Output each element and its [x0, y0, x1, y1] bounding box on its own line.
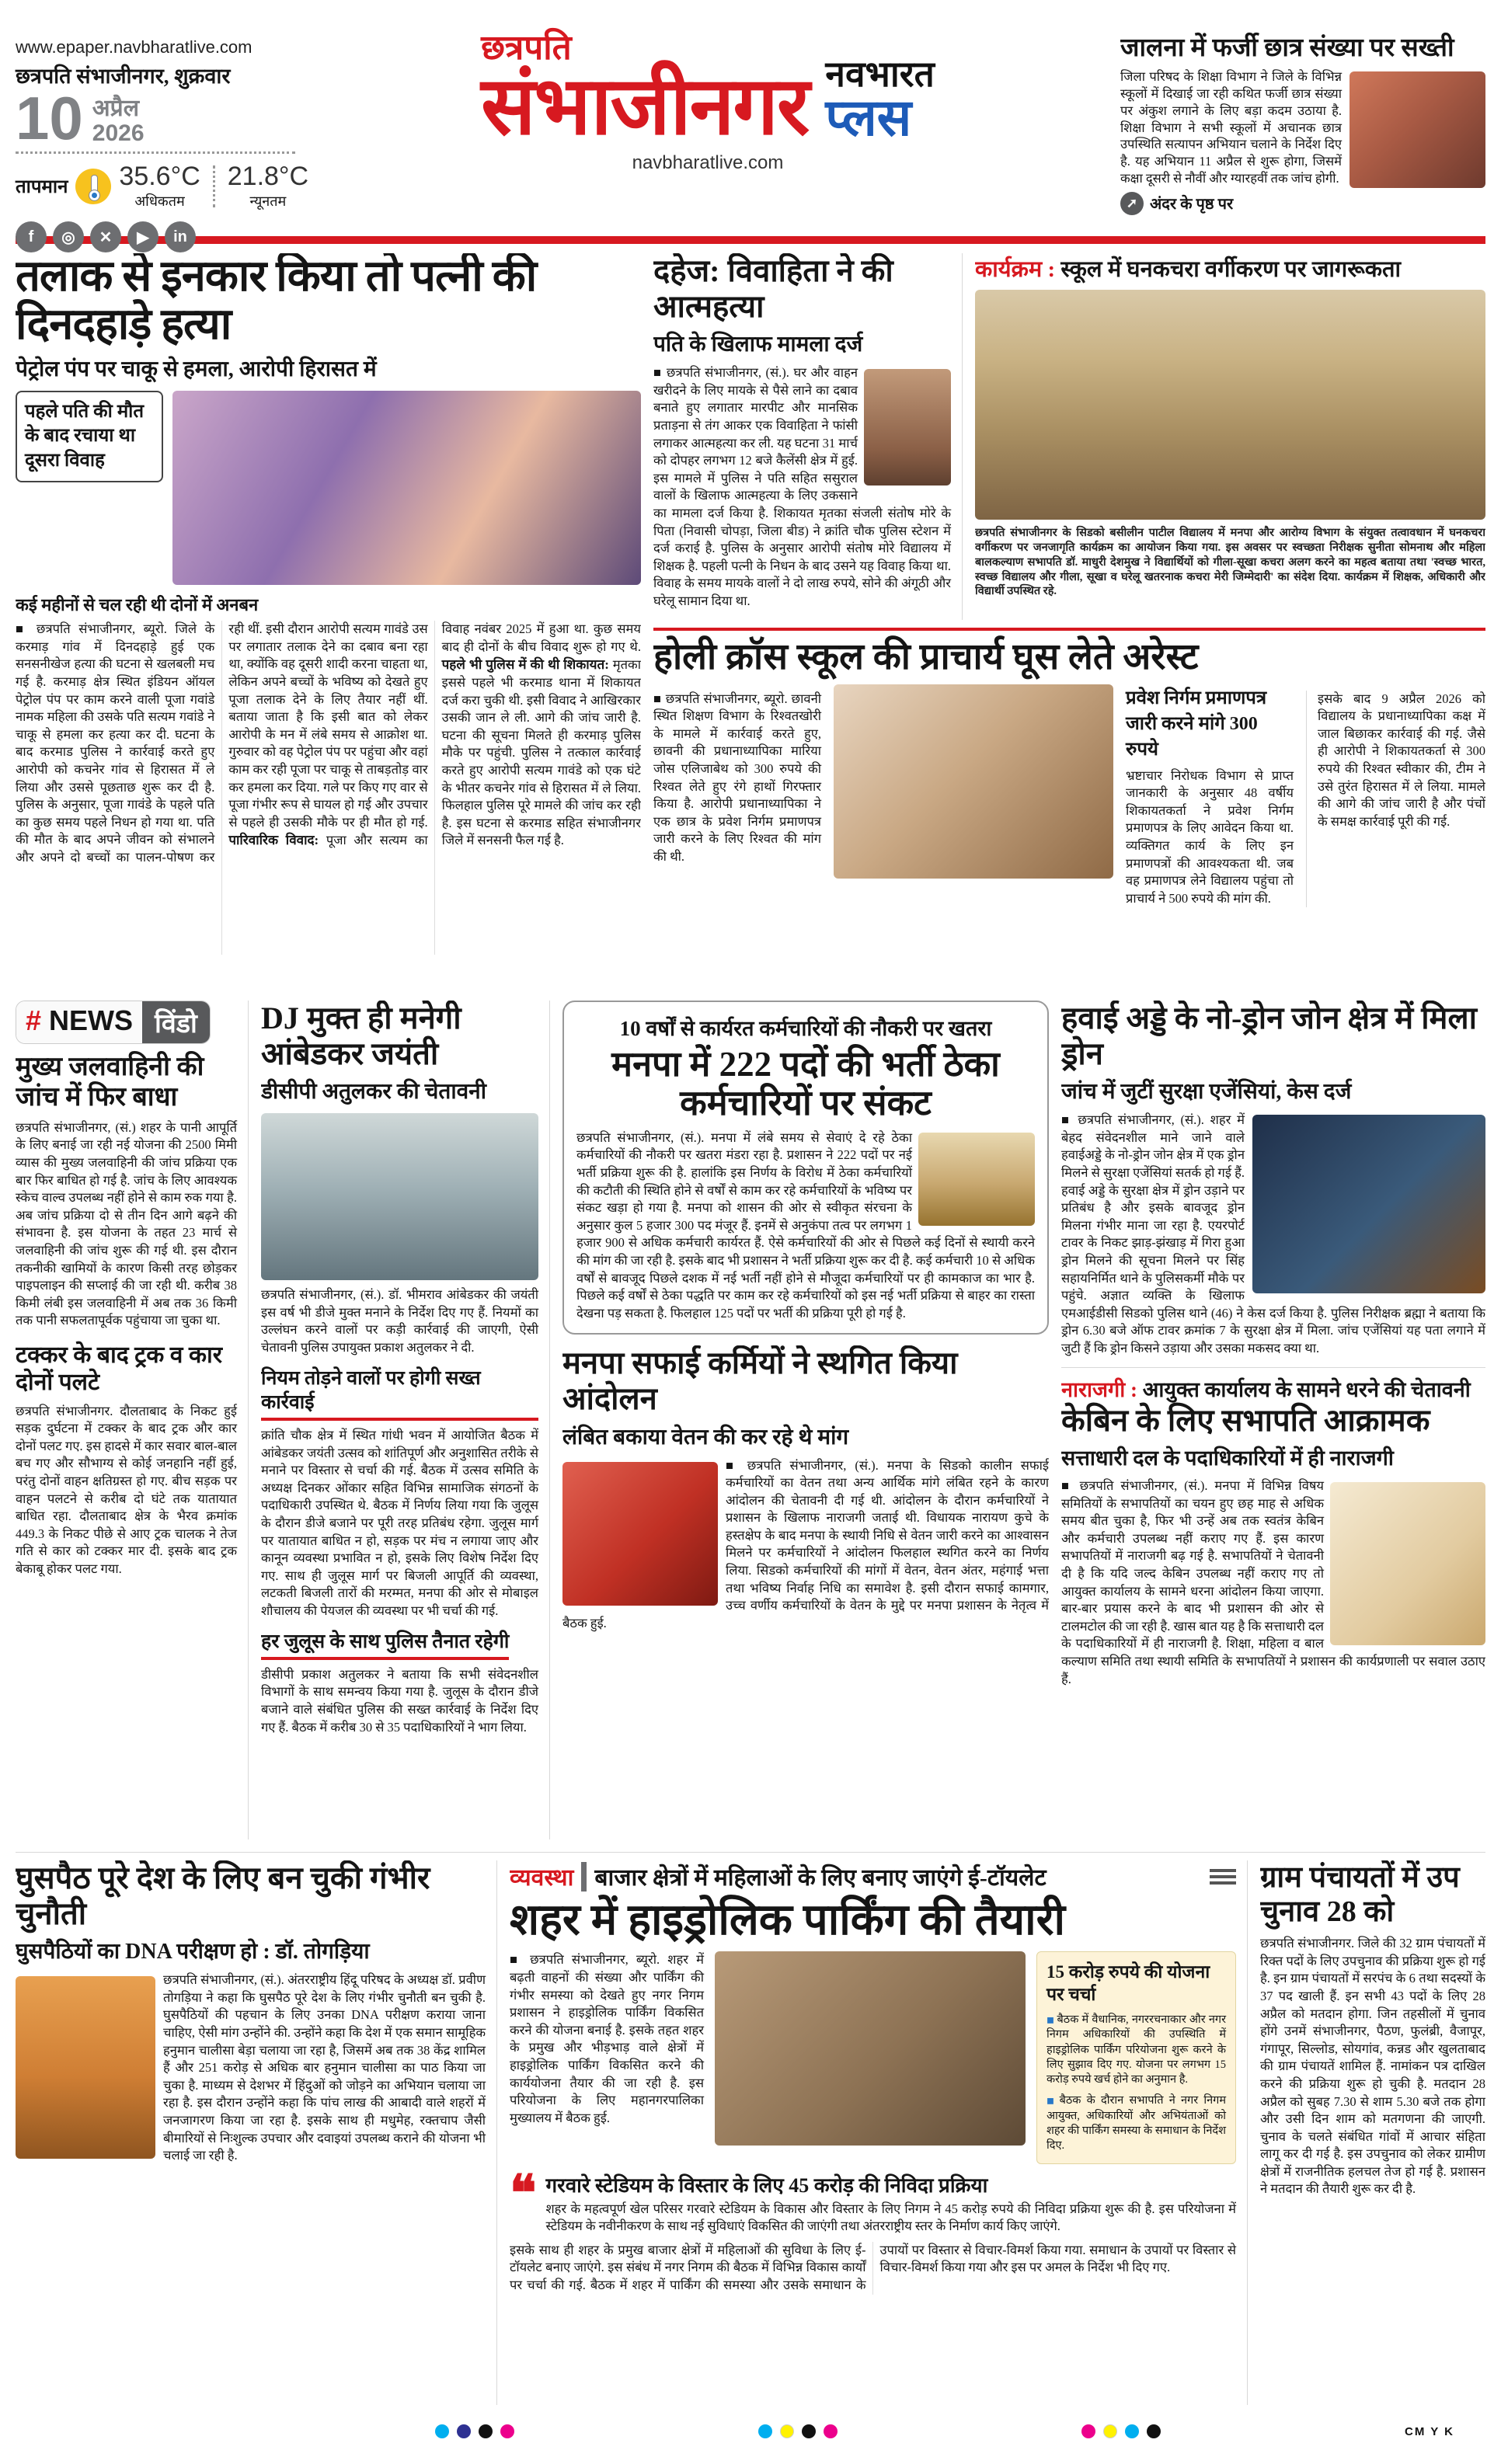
waterline-headline: मुख्य जलवाहिनी की जांच में फिर बाधा — [16, 1053, 204, 1112]
top-right-brief — [1120, 26, 1485, 233]
social-icons — [16, 221, 295, 252]
infiltration-para-1: छत्रपति संभाजीनगर, (सं.). अंतरराष्ट्रीय हिंदू परिषद के अध्यक्ष डॉ. प्रवीण तोगड़िया ने कहा कि घुसपैठ पूरे देश के लिए गंभीर चुनौती बन चुकी है. घुसपैठियों की पहचान के लिए उनका DNA परीक्षण कराया जाना चाहिए, ऐसी मांग उन्होंने की. — [163, 1972, 486, 2040]
cartoon-illustration — [1330, 1482, 1485, 1645]
murder-prior-text: मृतका इससे पहले भी करमाड थाना में शिकायत दर्ज करा चुकी थी. इसी विवाद ने आखिरकार उसकी जान ले ली. आगे की जांच जारी है. — [441, 657, 641, 726]
murder-para-3: बताया जाता है कि इसी बात को लेकर आरोपी के मन में लंबे समय से आक्रोश था. गुरुवार को वह पेट्रोल पंप पर पहुंचा और वहां काम कर रही पूजा पर चाकू से ताबड़तोड़ वार कर हमला कर दिया. गले पर किए गए वार से पूजा गंभीर रूप से घायल हो गई और उपचार से पहले ही उसकी मौके पर ही मौत हो गई. — [228, 709, 428, 830]
date-month-year — [92, 96, 145, 145]
holycross-headline: होली क्रॉस स्कूल की प्राचार्य घूस लेते अरेस्ट — [653, 637, 1199, 677]
inside-page-label: अंदर के पृष्ठ पर — [1150, 196, 1234, 214]
infiltration-story — [16, 1860, 497, 2405]
menu-lines-icon — [1210, 1866, 1236, 1888]
manpa-body — [576, 1129, 1035, 1323]
manpa-recruitment-story — [562, 1001, 1049, 1335]
kebin-sabhapati-story — [1061, 1367, 1485, 1689]
infiltration-headline: घुसपैठ पूरे देश के लिए बन चुकी गंभीर चुनौती — [16, 1860, 430, 1931]
inside-page-link[interactable] — [1120, 192, 1485, 215]
holycross-right-col — [1126, 684, 1294, 908]
protest-fists-illustration — [562, 1462, 718, 1606]
school-cleanup-photo — [975, 290, 1485, 520]
drone-subhead: जांच में जुटीं सुरक्षा एजेंसियां, केस दर्ज — [1061, 1080, 1352, 1105]
murder-family-label: पारिवारिक विवाद: — [228, 833, 319, 848]
murder-subhead: पेट्रोल पंप पर चाकू से हमला, आरोपी हिरासत में — [16, 357, 377, 382]
masthead-title-top: छत्रपति — [481, 29, 572, 67]
kebin-para-2: सभापतियों ने चेतावनी दी है कि यदि जल्द केबिन उपलब्ध नहीं कराए गए तो आयुक्त कार्यालय के सामने धरना आंदोलन किया जाएगा. बार-बार प्रयास करने के बाद भी प्रशासन की ओर से टालमटोल की जा रही है. खास बात यह है कि सत्ताधारी दल के पदाधिकारियों में ही नाराजगी है. शिक्षा, महिला व बाल कल्याण समिति तथा स्थायी समिति के सभापतियों ने प्रशासन की कार्यप्रणाली पर सवाल उठाए हैं. — [1061, 1548, 1485, 1686]
date-month: अप्रैल — [92, 96, 140, 122]
stadium-quote-band — [510, 2164, 1236, 2236]
temp-min-label: न्यूनतम — [249, 193, 287, 210]
safai-body — [562, 1457, 1049, 1633]
murder-illustration-photo — [172, 391, 641, 585]
parking-body-left: ■ छत्रपति संभाजीनगर, ब्यूरो. शहर में बढ़ती वाहनों की संख्या और पार्किंग की गंभीर समस्या को देखते हुए नगर निगम प्रशासन ने हाइड्रोलिक पार्किंग विकसित करने की योजना बनाई है. इसके तहत शहर के प्रमुख और भीड़भाड़ वाले क्षेत्रों में हाइड्रोलिक पार्किंग विकसित करने की कार्ययोजना तैयार की जा रही है. इस परियोजना के लिए महानगरपालिका मुख्यालय में बैठक हुई. — [510, 1952, 704, 2125]
drone-photo — [1252, 1115, 1485, 1293]
quote-mark-icon: ❝ — [510, 2164, 537, 2221]
linkedin-icon[interactable]: in — [165, 221, 196, 252]
dj-headline: DJ मुक्त ही मनेगी आंबेडकर जयंती — [261, 1001, 461, 1071]
epaper-url[interactable]: www.epaper.navbharatlive.com — [16, 37, 252, 57]
temp-min-value: 21.8°C — [227, 162, 309, 192]
murder-story — [16, 253, 641, 990]
brand-line1: नवभारत — [825, 54, 935, 95]
news-badge-vido: विंडो — [142, 1001, 210, 1043]
hash-icon: # — [26, 1004, 42, 1036]
parking-kicker — [510, 1860, 1236, 1892]
dowry-para-1: ■ छत्रपति संभाजीनगर, (सं.). घर और वाहन खरीदने के लिए मायके से पैसे लाने का दबाव बनाते हुए लगातार मारपीट और मानसिक प्रताड़ना से तंग आकर एक विवाहिता ने फांसी लगाकर आत्महत्या कर ली. यह घटना 31 मार्च को दोपहर लगभग 12 बजे कैलेंसी क्षेत्र में हुई. इस मामले में पुलिस ने पति सहित ससुराल वालों के खिलाफ आत्महत्या के लिए उकसाने का मामला दर्ज किया है. — [653, 365, 858, 520]
dj-body-3: डीसीपी प्रकाश अतुलकर ने बताया कि सभी संवेदनशील विभागों के साथ समन्वय किया गया है. जुलूस के दौरान डीजे बजाने वाले संबंधित पुलिस की सख्त कार्रवाई के निर्देश दिए गए हैं. बैठक में करीब 30 से 35 पदाधिकारियों ने भाग लिया. — [261, 1666, 538, 1735]
murder-family-text: पूजा और सत्यम का विवाह नवंबर 2025 में हुआ था. कुछ समय बाद ही दोनों के बीच विवाद शुरू हो गए थे. — [326, 621, 641, 848]
page-header — [0, 0, 1501, 246]
stadium-quote-body: शहर के महत्वपूर्ण खेल परिसर गरवारे स्टेडियम के विकास और विस्तार के लिए निगम ने 45 करोड़ रुपये की निविदा प्रक्रिया शुरू की है. इस परियोजना में स्टेडियम के नवीनीकरण के साथ नई सुविधाएं विकसित की जाएंगी तथा अंतरराष्ट्रीय स्तर के निर्माण कार्य किए जाएंगे. — [545, 2201, 1236, 2234]
date-year: 2026 — [92, 120, 145, 146]
stadium-quote-headline: गरवारे स्टेडियम के विस्तार के लिए 45 करोड़ की निविदा प्रक्रिया — [545, 2173, 988, 2197]
kebin-body — [1061, 1477, 1485, 1688]
brief-body — [1120, 68, 1485, 186]
student-photo — [1350, 71, 1485, 188]
sidebar-item-1: ◼ बैठक में वैधानिक, नगररचनाकार और नगर निगम अधिकारियों की उपस्थिति में हाइड्रोलिक पार्किंग परियोजना शुरू करने के लिए सुझाव दिए गए. योजना पर लगभग 15 करोड़ रुपये खर्च होने का अनुमान है. — [1047, 2013, 1226, 2087]
row1-right-zone — [653, 253, 1485, 990]
temp-max-block — [119, 162, 200, 211]
police-meeting-photo — [261, 1113, 538, 1280]
news-badge-left — [16, 1001, 142, 1043]
safai-headline: मनपा सफाई कर्मियों ने स्थगित किया आंदोलन — [562, 1345, 958, 1416]
murder-prior-label: पहले भी पुलिस में की थी शिकायत: — [441, 657, 609, 673]
manpa-para-1: छत्रपति संभाजीनगर, (सं.). मनपा में लंबे समय से सेवाएं दे रहे ठेका कर्मचारियों की नौकरी पर खतरा मंडरा रहा है. प्रशासन ने 222 पदों पर नई भर्ती प्रक्रिया शुरू की है. हालांकि इस निर्णय के विरोध में ठेका कर्मचारियों की कटौती की स्थिति होने से वर्षों से काम कर रहे कर्मचारियों के भविष्य पर संकट खड़ा हो गया है. मनपा को शासन की ओर से स्वीकृत संरचना के अनुसार कुल 5 हजार 300 पद मंजूर हैं. इनमें से अनुकंपा तत्व पर लगभग 1 हजार 900 से अधिक कर्मचारी कार्यरत हैं. — [576, 1129, 912, 1251]
dj-crosshead-2: हर जुलूस के साथ पुलिस तैनात रहेगी — [261, 1630, 509, 1660]
drone-para-1: ■ छत्रपति संभाजीनगर, (सं.). शहर में बेहद संवेदनशील माने जाने वाले हवाईअड्डे के नो-ड्रोन जोन क्षेत्र में एक ड्रोन मिलने से सुरक्षा एजेंसियां सतर्क हो गई हैं. हवाई अड्डे के सुरक्षा क्षेत्र में ड्रोन उड़ाने पर प्रतिबंध है और इसके बावजूद ड्रोन मिलना गंभीर माना जा रहा है. — [1061, 1112, 1245, 1233]
parking-kicker-text: बाजार क्षेत्रों में महिलाओं के लिए बनाए जाएंगे ई-टॉयलेट — [594, 1865, 1047, 1891]
dj-body-1: छत्रपति संभाजीनगर, (सं.). डॉ. भीमराव आंबेडकर की जयंती इस वर्ष भी डीजे मुक्त मनाने के निर्देश दिए गए हैं. नियमों का उल्लंघन करने वालों पर कड़ी कार्रवाई की जाएगी, ऐसी चेतावनी पुलिस उपायुक्त प्रकाश अतुलकर ने दी. — [261, 1287, 538, 1355]
date-block — [16, 84, 295, 152]
registration-dots-3 — [1081, 2424, 1161, 2438]
holycross-body-right: इसके बाद 9 अप्रैल 2026 को विद्यालय के प्रधानाध्यापिका कक्ष में जाल बिछाकर कार्रवाई की गई. जैसे ही आरोपी ने शिकायतकर्ता से 300 रुपये की रिश्वत स्वीकार की, टीम ने उसे तुरंत हिरासत में ले लिया. मामले की आगे की जांच जारी है और पंचों के समक्ष कार्रवाई पूरी की गई. — [1306, 691, 1485, 908]
parking-sidebar-box — [1036, 1951, 1236, 2163]
print-registration-footer — [0, 2410, 1501, 2453]
dj-crosshead-1: नियम तोड़ने वालों पर होगी सख्त कार्रवाई — [261, 1366, 538, 1422]
registration-dots-2 — [758, 2424, 838, 2438]
registration-dots-1 — [435, 2424, 514, 2438]
infiltration-para-2: उन्होंने कहा कि देश में एक समान सामूहिक हनुमान चालीसा बेड़ा चलाया जा रहा है, जिसमें अब तक 38 केंद्र शामिल हैं और 251 करोड़ से अधिक बार हनुमान चालीसा का पाठ किया जा चुका है. माध्यम से देशभर में हिंदुओं को जोड़ने का अभियान चलाया जा रहा है. — [163, 2024, 486, 2111]
news-window-column — [16, 1001, 249, 1839]
program-kicker-text: स्कूल में घनकचरा वर्गीकरण पर जागरूकता — [1060, 257, 1402, 282]
dowry-headline: दहेज: विवाहिता ने की आत्महत्या — [653, 253, 893, 324]
middle-column — [562, 1001, 1049, 1839]
program-kicker — [975, 253, 1485, 284]
togadia-photo — [16, 1976, 155, 2159]
dowry-suicide-story — [653, 253, 963, 620]
drone-para-2: एयरपोर्ट टावर के निकट झाड़-झंखाड़ में गिरा हुआ ड्रोन मिलने की सूचना मिलने पर सिंह सहायनिर्मित थाने के पुलिसकर्मी मौके पर पहुंचे. अज्ञात व्यक्ति के खिलाफ एमआईडीसी सिडको पुलिस थाने (46) ने केस दर्ज किया है. पुलिस निरीक्षक ब्रह्मा ने बताया कि ड्रोन 6.30 बजे ऑफ टावर क्रमांक 7 के सुरक्षा क्षेत्र में मिला. जांच एजेंसियां यह पता लगाने में जुटी हैं कि ड्रोन किसने उड़ाया और उसका मकसद क्या था. — [1061, 1217, 1485, 1356]
infiltration-subhead: घुसपैठियों का DNA परीक्षण हो : डॉ. तोगड़िया — [16, 1940, 370, 1965]
masthead-site[interactable]: navbharatlive.com — [632, 152, 784, 174]
manpa-para-2: ऐसे कर्मचारियों की ओर से पिछले कई दिनों से स्थायी करने की मांग की जा रही है. इसके बाद भी प्रशासन ने भर्ती प्रक्रिया शुरू कर दी है. कई कर्मचारी 10 से अधिक वर्षों से बावजूद पिछले दशक में नई भर्ती नहीं होने से मौजूदा कर्मचारियों पर ही कामकाज का भार है. पिछले कई वर्षों से ठेका पद्धति पर काम कर रहे कर्मचारियों को इस नई भर्ती प्रक्रिया से बाहर का रास्ता देखना पड़ सकता है. फिलहाल 125 पदों पर भर्ती की प्रक्रिया पूरी हो गई है. — [576, 1235, 1036, 1321]
brief-headline: जालना में फर्जी छात्र संख्या पर सख्ती — [1120, 34, 1454, 62]
drone-body — [1061, 1112, 1485, 1357]
holycross-subhead: प्रवेश निर्गम प्रमाणपत्र जारी करने मांगे 300 रुपये — [1126, 687, 1267, 760]
kebin-kicker — [1061, 1374, 1485, 1403]
kebin-headline: केबिन के लिए सभापति आक्रामक — [1061, 1402, 1430, 1438]
manpa-headline: मनपा में 222 पदों की भर्ती ठेका कर्मचारियों पर संकट — [611, 1045, 1000, 1123]
arrow-icon: ➚ — [1120, 192, 1144, 215]
dowry-subhead: पति के खिलाफ मामला दर्ज — [653, 332, 863, 357]
kebin-subhead: सत्ताधारी दल के पदाधिकारियों में ही नाराजगी — [1061, 1446, 1394, 1470]
temp-min-block — [228, 162, 308, 211]
manpa-building-photo — [918, 1133, 1035, 1226]
edition-line: छत्रपति संभाजीनगर, शुक्रवार — [16, 64, 231, 88]
kebin-kicker-label: नाराजगी : — [1061, 1377, 1137, 1401]
waterline-body: छत्रपति संभाजीनगर, (सं.) शहर के पानी आपूर्ति के लिए बनाई जा रही नई योजना की 2500 मिमी व्यास की मुख्य जलवाहिनी की जांच प्रक्रिया एक बार फिर बाधित हो गई है. जांच के लिए आवश्यक स्केच वाल्व उपलब्ध नहीं होने से काम रुक गया है. अब जांच प्रक्रिया दो से तीन दिन आगे बढ़ने की संभावना है. इस योजना के तहत 23 मार्च से जलवाहिनी की जांच शुरू की गई थी. इस दौरान तकनीकी खामियों के कारण किसी तरह छोड़कर पाइपलाइन की सप्लाई की जा रही थी. करीब 38 किमी लंबी इस जलवाहिनी में अब तक 36 किमी तक पानी सफलतापूर्वक पहुंचाया जा चुका था. — [16, 1119, 237, 1328]
dj-body-2: क्रांति चौक क्षेत्र में स्थित गांधी भवन में आयोजित बैठक में आंबेडकर जयंती उत्सव को शांतिपूर्ण और अनुशासित तरीके से मनाने पर विस्तार से चर्चा की गई. बैठक में उत्सव समिति के अध्यक्ष दिनकर ओंकार सहित विभिन्न सामाजिक संगठनों के पदाधिकारी उपस्थित थे. बैठक में निर्णय लिया गया कि जुलूस के दौरान डीजे बजाने पर पूरी तरह प्रतिबंध रहेगा. जुलूस मार्ग पर यातायात बाधित न हो, सड़क पर मंच न लगाया जाए और कानून व्यवस्था प्रभावित न हो, इसके लिए विशेष निर्देश दिए गए. साथ ही जुलूस मार्ग पर बिजली आपूर्ति की व्यवस्था, लटकती बिजली तारों की मरम्मत, मनपा की ओर से मोबाइल शौचालय की पेयजल की व्यवस्था पर भी चर्चा की गई. — [261, 1428, 538, 1618]
kicker-divider-bar — [581, 1862, 587, 1892]
accident-body: छत्रपति संभाजीनगर. दौलताबाद के निकट हुई सड़क दुर्घटना में टक्कर के बाद ट्रक और कार दोनों पलट गए. इस हादसे में कार सवार बाल-बाल बच गए और सौभाग्य से कोई जनहानि नहीं हुई, परंतु दोनों वाहन क्षतिग्रस्त हो गए. बीच सड़क पर वाहन पलटने से करीब दो घंटे तक यातायात बाधित रहा. दौलताबाद क्षेत्र के भैरव क्रमांक 449.3 के निकट पीछे से आए ट्रक चालक ने तेज गति से कार को टक्कर मार दी. इसके बाद ट्रक बेकाबू होकर पलट गया. — [16, 1403, 237, 1576]
temperature-block — [16, 162, 309, 211]
date-day: 10 — [16, 84, 83, 152]
thermometer-icon — [75, 169, 111, 204]
right-column — [1061, 1001, 1485, 1839]
gram-panchayat-story — [1260, 1860, 1485, 2405]
temp-max-label: अधिकतम — [134, 193, 185, 210]
program-kicker-label: कार्यक्रम : — [975, 257, 1056, 282]
dowry-para-2: शिकायत मृतका संजली संतोष मोरे के पिता (निवासी चोपड़ा, जिला बीड) ने क्रांति चौक पुलिस स्टेशन में दर्ज कराई है. पुलिस के अनुसार आरोपी संतोष मोरे विद्यालय में शिक्षक है. पहली पत्नी के निधन के बाद उसने यह विवाह किया था. विवाह के समय मायके वालों ने दो लाख रुपये, सोने की अंगूठी और घरेलू सामान दिया था. — [653, 505, 952, 608]
program-caption: छत्रपति संभाजीनगर के सिडको बसीलीन पाटील विद्यालय में मनपा और आरोग्य विभाग के संयुक्त तत्वावधान में घनकचरा वर्गीकरण पर जनजागृति कार्यक्रम का आयोजन किया गया. इस अवसर पर स्वच्छता निरीक्षक सुनीता सोमनाथ और महिला बालकल्याण सभापति डॉ. माधुरी देशमुख ने विद्यार्थियों को गीला-सूखा कचरा अलग करने का महत्व बताया तथा 'स्वच्छ भारत, स्वच्छ विद्यालय और गीला, सूखा व घरेलू खतरनाक कचरा मेरी जिम्मेदारी' का संदेश दिया. कार्यक्रम में शिक्षक, अधिकारी और विद्यार्थी उपस्थित रहे. — [975, 527, 1485, 598]
x-twitter-icon[interactable]: ✕ — [90, 221, 121, 252]
murder-para-2: पुलिस के अनुसार, पूजा गावंडे के पहले पति का कुछ समय पहले निधन हो गया था. पति की मौत के बाद अपने जीवन को संभालने और अपने दो बच्चों का पालन-पोषण कर रही थीं. इसी दौरान आरोपी सत्यम गावंडे उस पर लगातार तलाक देने का दबाव बना रहा था, क्योंकि वह दूसरी शादी करना चाहता था, लेकिन अपने बच्चों के भविष्य को देखते हुए पूजा तलाक देने के लिए तैयार नहीं थीं. — [16, 621, 428, 865]
holycross-body-left: ■ छत्रपति संभाजीनगर, ब्यूरो. छावनी स्थित शिक्षण विभाग के रिश्वतखोरी के मामले में कार्रवाई करते हुए, छावनी की प्रधानाध्यापिका मारिया जोस एलिजाबेथ को 300 रुपये की रिश्वत लेते हुए रंगे हाथों गिरफ्तार किया है. आरोपी प्रधानाध्यापिका ने एक छात्र के प्रवेश निर्गम प्रमाणपत्र जारी करने के लिए रिश्वत की मांग की थी. — [653, 691, 821, 864]
parking-body-bottom: इसके साथ ही शहर के प्रमुख बाजार क्षेत्रों में महिलाओं की सुविधा के लिए ई-टॉयलेट बनाए जाएंगे. इस संबंध में नगर निगम की बैठक में विभिन्न विकास कार्यों पर चर्चा की गई. बैठक में शहर में पार्किंग की समस्या और उसके समाधान के उपायों पर विस्तार से विचार-विमर्श किया गया. समाधान के उपायों पर विस्तार से विचार-विमर्श किया गया और इस पर अमल के निर्देश भी दिए गए. — [510, 2242, 1236, 2293]
facebook-icon[interactable]: f — [16, 221, 47, 252]
parking-kicker-label: व्यवस्था — [510, 1865, 574, 1891]
safai-text: ■ छत्रपति संभाजीनगर, (सं.). मनपा के सिडको कालीन सफाई कर्मचारियों का वेतन तथा अन्य आर्थिक मांगे लंबित रहने के कारण आंदोलन की चेतावनी दी गई थी. आंदोलन के दौरान कर्मचारियों ने प्रशासन के खिलाफ नाराजगी जताई थी. विधायक नारायण कुचे के हस्तक्षेप के बाद मनपा के स्थायी निधि से वेतन जारी करने का आश्वासन मिलने पर कर्मचारियों ने आंदोलन फिलहाल स्थगित करने का निर्णय लिया. सिडको कर्मचारियों की मांगों में वेतन, वेतन अंतर, महंगाई भत्ता तथा भविष्य निर्वाह निधि का समावेश है. इसी दौरान सफाई कामगार, उच्च वर्णीय कर्मचारियों के वेतन के मुद्दे पर मनपा प्रशासन के नेतृत्व में बैठक हुई. — [562, 1457, 1049, 1630]
dj-subhead: डीसीपी अतुलकर की चेतावनी — [261, 1080, 486, 1105]
murder-photo-caption: कई महीनों से चल रही थी दोनों में अनबन — [16, 595, 259, 615]
murder-body — [16, 621, 641, 955]
instagram-icon[interactable]: ◎ — [53, 221, 84, 252]
murder-caption-note: घटना की सूचना मिलते ही करमाड़ पुलिस मौके पर पहुंची. पुलिस ने तत्काल कार्रवाई करते हुए आरोपी सत्यम गावंडे को एक घंटे के भीतर कचनेर गांव से हिरासत में ले लिया. फिलहाल पुलिस पूरे मामले की जांच कर रही है. इस घटना से करमाड सहित संभाजीनगर जिले में सनसनी फैल गई है. — [441, 727, 641, 848]
dj-ambedkar-story — [261, 1001, 550, 1839]
school-program-story — [975, 253, 1485, 620]
cmyk-label: CM Y K — [1405, 2424, 1454, 2438]
gram-body: छत्रपति संभाजीनगर. जिले की 32 ग्राम पंचायतों में रिक्त पदों के लिए उपचुनाव की प्रक्रिया शुरू हो गई है. इन ग्राम पंचायतों में सरपंच के 6 तथा सदस्यों के 37 पद खाली हैं. इन सभी 43 पदों के लिए 28 अप्रैल को मतदान होगा. जिन तहसीलों में चुनाव होंगे उनमें संभाजीनगर, पैठण, फुलंब्री, वैजापूर, गंगापूर, सिल्लोड, सोयगांव, कन्नड और खुलताबाद की ग्राम पंचायतें शामिल हैं. नामांकन पत्र दाखिल करने की प्रक्रिया शुरू हो चुकी है. मतदान 28 अप्रैल को सुबह 7.30 से शाम 5.30 बजे तक होगा और उसी दिन शाम को मतगणना की जाएगी. चुनाव के चलते संबंधित गांवों में आचार संहिता लागू कर दी गई है. इस उपचुनाव को लेकर ग्रामीण क्षेत्रों में राजनीतिक हलचल तेज हो गई है. प्रशासन ने मतदान की तैयारी शुरू कर दी है. — [1260, 1936, 1485, 2197]
header-left — [16, 26, 309, 246]
bribe-money-photo — [834, 684, 1113, 879]
kebin-kicker-text: आयुक्त कार्यालय के सामने धरने की चेतावनी — [1142, 1377, 1471, 1401]
gram-headline: ग्राम पंचायतों में उप चुनाव 28 को — [1260, 1861, 1460, 1929]
safai-workers-story — [562, 1345, 1049, 1632]
top-stories-row — [16, 253, 1485, 990]
bottom-stories-row — [16, 1852, 1485, 2405]
hydraulic-parking-story — [510, 1860, 1248, 2405]
infiltration-para-3: इस दौरान उन्होंने कहा कि पांच लाख की आबादी वाले शहरों में जनजागरण किया जा रहा है. इसके साथ ही मधुमेह, रक्तचाप जैसी बीमारियों से निःशुल्क उपचार और दवाइयां उपलब्ध कराने की योजना भी चलाई जा रही है. — [163, 2095, 486, 2163]
accident-headline: टक्कर के बाद ट्रक व कार दोनों पलटे — [16, 1342, 223, 1395]
safai-subhead: लंबित बकाया वेतन की कर रहे थे मांग — [562, 1425, 849, 1450]
drone-headline: हवाई अड्डे के नो-ड्रोन जोन क्षेत्र में मिला ड्रोन — [1061, 1001, 1477, 1071]
masthead-title-main: संभाजीनगर — [481, 61, 809, 151]
murder-para-1: ■ छत्रपति संभाजीनगर, ब्यूरो. जिले के करमाड़ गांव में दिनदहाड़े हुई एक सनसनीखेज हत्या की घटना से खलबली मच गई है. करमाड़ क्षेत्र स्थित इंडियन ऑयल पेट्रोल पंप पर काम करने वाली पूजा गवांडे नामक महिला की उसके पति सत्यम गवांडे ने चाकू से हमला कर हत्या कर दी. घटना के बाद करमाड पुलिस ने कार्रवाई करते हुए आरोपी को कचनेर गांव से हिरासत में ले लिया और उससे पूछताछ शुरू कर दी है. — [16, 621, 215, 795]
sidebar-title: 15 करोड़ रुपये की योजना पर चर्चा — [1047, 1962, 1210, 2005]
news-window-badge — [16, 1001, 211, 1044]
youtube-icon[interactable]: ▶ — [127, 221, 158, 252]
middle-stories-row — [16, 1001, 1485, 1839]
holycross-body-mid: भ्रष्टाचार निरोधक विभाग से प्राप्त जानकारी के अनुसार 48 वर्षीय शिकायतकर्ता ने प्रवेश निर्गम प्रमाणपत्र के लिए आवेदन किया था. व्यक्तिगत कार्य के लिए इन प्रमाणपत्रों की आवश्यकता थी. जब वह प्रमाणपत्र लेने विद्यालय पहुंचा तो प्राचार्य ने 500 रुपये की मांग की. — [1126, 767, 1294, 906]
parking-headline: शहर में हाइड्रोलिक पार्किंग की तैयारी — [510, 1896, 1066, 1944]
brand-line2: प्लस — [825, 89, 912, 147]
dowry-body — [653, 364, 951, 610]
municipal-meeting-photo — [715, 1951, 1026, 2146]
holycross-bribe-story — [653, 628, 1485, 990]
murder-highlight-box: पहले पति की मौत के बाद रचाया था दूसरा विवाह — [16, 391, 163, 482]
temp-divider — [213, 165, 215, 207]
masthead — [311, 26, 1105, 233]
navbharat-plus-logo — [825, 56, 934, 148]
dowry-victim-photo — [864, 369, 951, 485]
manpa-kicker: 10 वर्षों से कार्यरत कर्मचारियों की नौकरी पर खतरा — [619, 1017, 992, 1040]
temp-label: तापमान — [16, 177, 68, 198]
infiltration-body — [16, 1972, 486, 2165]
page-body — [0, 244, 1501, 2405]
brief-text: जिला परिषद के शिक्षा विभाग ने जिले के विभिन्न स्कूलों में दिखाई जा रही कथित फर्जी छात्र संख्या पर अंकुश लगाने के लिए बड़ा कदम उठाया है. शिक्षा विभाग ने सभी स्कूलों में अचानक छात्र उपस्थिति सत्यापन अभियान चलाने के निर्देश दिए है. यह अभियान 11 अप्रैल से शुरू होगा, जिसमें कक्षा दूसरी से नौवीं और ग्यारहवीं तक जांच होगी. — [1120, 69, 1342, 186]
temp-max-value: 35.6°C — [119, 162, 200, 192]
sidebar-item-2: ◼ बैठक के दौरान सभापति ने नगर निगम आयुक्त, अधिकारियों और अभियंताओं को शहर की पार्किंग समस्या के समाधान के निर्देश दिए. — [1047, 2093, 1226, 2153]
news-badge-word: NEWS — [49, 1004, 134, 1036]
murder-headline: तलाक से इनकार किया तो पत्नी की दिनदहाड़े हत्या — [16, 253, 537, 349]
drone-story — [1061, 1001, 1485, 1358]
kebin-para-1: ■ छत्रपति संभाजीनगर, (सं.). मनपा में विभिन्न विषय समितियों के सभापतियों का चयन हुए छह माह से अधिक समय बीत चुका है, फिर भी उन्हें अब तक स्वतंत्र केबिन और कर्मचारी उपलब्ध नहीं कराए गए हैं. इस कारण सभापतियों में नाराजगी बढ़ गई है. — [1061, 1478, 1324, 1564]
